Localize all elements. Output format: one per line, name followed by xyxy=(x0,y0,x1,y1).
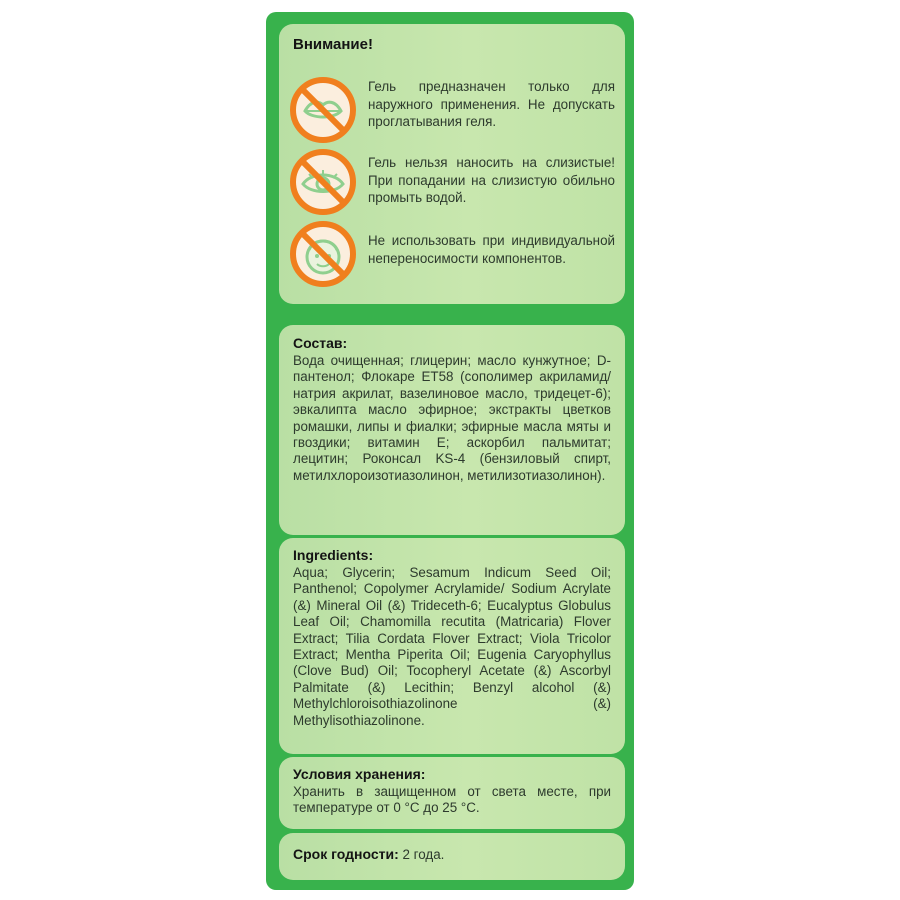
warning-text-intolerance: Не использовать при индивидуальной непереносимости компонентов. xyxy=(368,233,615,266)
ingredients-title: Ingredients: xyxy=(293,547,374,563)
warning-panel xyxy=(279,24,625,304)
warning-text-mucosa: Гель нельзя наносить на слизистые! При попадании на слизистую обильно промыть водой. xyxy=(368,155,615,205)
ingredients-panel xyxy=(279,538,625,754)
shelf-life-value: 2 года. xyxy=(402,847,445,862)
shelf-life-title: Срок годности: xyxy=(293,846,399,862)
no-swallow-lips-icon xyxy=(289,76,357,144)
composition-text: Вода очищенная; глицерин; масло кунжутное; D-пантенол; Флокаре ЕТ58 (сополимер акриламид/натрия акрилат, вазелиновое масло, тридецет-6); эвкалипта масло эфирное; экстракты цветков ромашки, липы и фиалки; эфирные масла мяты и гвоздики; витамин Е; аскорбил пальмитат; лецитин; Роконсал KS-4 (бензиловый спирт, метилхлороизотиазолинон, метилизотиазолинон). xyxy=(293,353,611,483)
storage-panel xyxy=(279,757,625,829)
composition-panel xyxy=(279,325,625,535)
warning-item-swallow xyxy=(289,76,615,146)
warning-item-mucosa xyxy=(289,148,615,218)
warning-item-intolerance xyxy=(289,220,615,290)
warning-text-swallow: Гель предназначен только для наружного применения. Не допускать проглатывания геля. xyxy=(368,79,615,129)
warning-title: Внимание! xyxy=(293,36,373,53)
ingredients-text: Aqua; Glycerin; Sesamum Indicum Seed Oil; Panthenol; Copolymer Acrylamide/ Sodium Acrylate (&) Mineral Oil (&) Trideceth-6; Eucalyptus Globulus Leaf Oil; Chamomilla recutita (Matricaria) Flover Extract; Tilia Cordata Flover Extract; Viola Tricolor Extract; Mentha Piperita Oil; Eugenia Caryophyllus (Clove Bud) Oil; Tocopheryl Acetate (&) Ascorbyl Palmitate (&) Lecithin; Benzyl alcohol (&) Methylchloroisothiazolinone (&) Methylisothiazolinone. xyxy=(293,565,611,728)
no-allergy-child-icon xyxy=(289,220,357,288)
shelf-life-line xyxy=(293,846,444,862)
storage-text: Хранить в защищенном от света месте, при температуре от 0 °С до 25 °С. xyxy=(293,784,611,816)
storage-title: Условия хранения: xyxy=(293,766,426,782)
composition-title: Состав: xyxy=(293,335,348,351)
no-eye-contact-icon xyxy=(289,148,357,216)
shelf-life-panel xyxy=(279,833,625,880)
